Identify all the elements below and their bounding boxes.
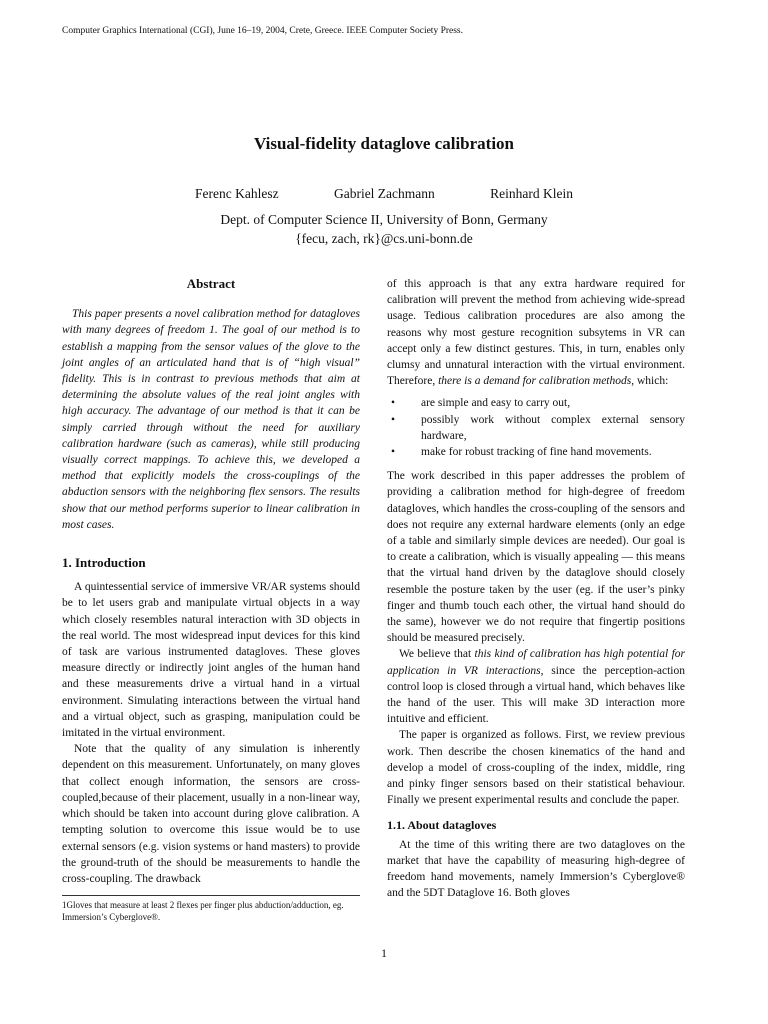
- emphasis-text: there is a demand for calibration methods: [438, 375, 632, 388]
- paper-title: Visual-fidelity dataglove calibration: [253, 134, 515, 153]
- affiliation: Dept. of Computer Science II, University of Bonn, Germany: [220, 212, 548, 227]
- email: {fecu, zach, rk}@cs.uni-bonn.de: [295, 231, 473, 246]
- affiliation-block: [0, 210, 768, 248]
- abstract-text: This paper presents a novel calibration method for datagloves with many degrees of freedom 1. The goal of our method is to establish a mapping from the sensor values of the glove to the joint angles of an articulated hand that is of “high visual” fidelity. This is in contrast to previous methods that aim at determining the absolute values of the real joint angles with high accuracy. The advantage of our method is that it can be simply carried through without the need for auxiliary calibration hardware (such as cameras), while still producing visually correct mappings. To achieve this, we developed a method that explicitly models the cross-couplings of the abduction sensors with the neighboring flex sensors. The results show that our method performs superior to linear calibration in most cases.: [62, 308, 360, 531]
- continued-text: of this approach is that any extra hardware required for calibration will prevent the method from achieving wide-spread usage. Tedious calibration procedures are also among the reasons why most gesture recognition subsytems in VR can accept only a few distinct gestures. This, in turn, enables only clumsy and unnatural interaction with the virtual environment. Therefore,: [387, 278, 685, 388]
- section-heading-introduction: 1. Introduction: [62, 555, 146, 571]
- requirements-list: [387, 395, 685, 460]
- subsection-heading-datagloves: 1.1. About datagloves: [387, 817, 497, 832]
- right-column: [387, 276, 685, 902]
- author-1: Ferenc Kahlesz: [194, 186, 279, 201]
- datagloves-paragraph: At the time of this writing there are two datagloves on the market that have the capability of measuring high-degree of freedom hand movements, namely Immersion’s Cyberglove® and the 5DT Dataglove 16. Both gloves: [387, 838, 685, 900]
- intro-paragraph-2: Note that the quality of any simulation is inherently dependent on this measurement. Unfortunately, on many gloves that collect enough information, the sensors are cross-coupled,because of their placement, usually in a non-linear way, which should be taken into account during glove calibration. A tempting solution to overcome this issue would be to use external sensors (e.g. vision systems or hand masters) to provide the ground-truth of the should be measurements to handle the cross-coupling. The drawback: [62, 743, 360, 885]
- author-list: [0, 186, 768, 202]
- work-paragraph: The work described in this paper addresses the problem of providing a calibration method for high-degree of freedom datagloves, which handles the cross-coupling of the sensors and does not require any external hardware elements (only an edge of a table and similarly simple devices are needed). Our goal is to create a calibration, which is visually appealing — this means that the virtual hand driven by the dataglove should closely resemble the posture taken by the user (eg. if the user’s pinky finger and thumb touch each other, the virtual hand should do the same), however we do not require that fingertip positions should be measured precisely.: [387, 470, 685, 645]
- list-item: • make for robust tracking of fine hand movements.: [407, 444, 685, 460]
- left-column: [62, 276, 360, 887]
- page-number: 1: [381, 946, 387, 960]
- list-item: • are simple and easy to carry out,: [407, 395, 685, 411]
- believe-start: We believe that: [399, 648, 472, 661]
- footnote: 1Gloves that measure at least 2 flexes per finger plus abduction/adduction, eg. Immersion’s Cyberglove®.: [62, 895, 360, 923]
- intro-paragraph-1: A quintessential service of immersive VR/AR systems should be to let users grab and manipulate virtual objects in a way which closely resembles natural interaction with 3D objects in the real world. The most widespread input devices for this kind of task are various instrumented datagloves. These gloves measure directly or indirectly joint angles of the human hand and these measurements drive a virtual hand in a virtual environment. Simulating interactions between the virtual hand and a virtual object, such as grasping, manipulation could be imitated in the virtual environment.: [62, 581, 360, 740]
- author-3: Reinhard Klein: [490, 186, 574, 201]
- abstract-heading: Abstract: [186, 276, 236, 291]
- list-item: • possibly work without complex external sensory hardware,: [407, 412, 685, 444]
- believe-emphasis: this kind of calibration has high potential for application in VR interactions: [387, 648, 686, 677]
- conference-header: Computer Graphics International (CGI), June 16–19, 2004, Crete, Greece. IEEE Computer Society Press.: [62, 26, 464, 36]
- author-2: Gabriel Zachmann: [333, 186, 435, 201]
- organization-paragraph: The paper is organized as follows. First, we review previous work. Then describe the chosen kinematics of the hand and develop a model of cross-coupling of the index, middle, ring and pinky finger sensors based on their statistical behaviour. Finally we present experimental results and conclude the paper.: [387, 729, 685, 807]
- continued-end: , which:: [631, 375, 669, 388]
- believe-end: , since the perception-action control loop is closed through a virtual hand, which behaves like the hand of the user. This will make 3D interaction more intuitive and efficient.: [387, 664, 685, 726]
- continued-paragraph: [387, 276, 685, 389]
- believe-paragraph: [387, 646, 685, 727]
